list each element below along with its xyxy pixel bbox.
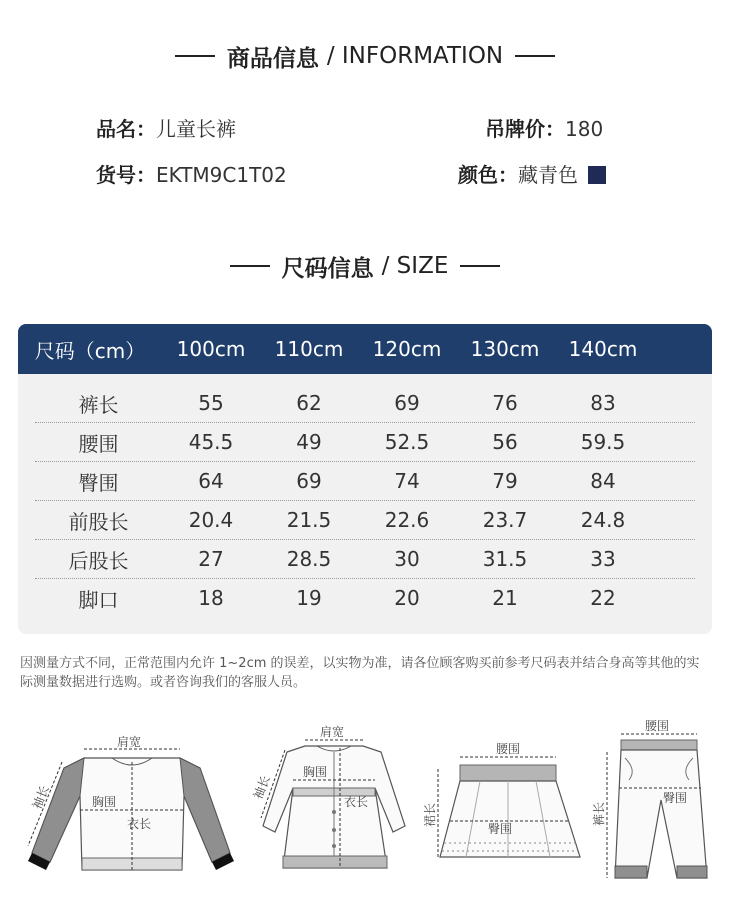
table-cell: 18 bbox=[198, 586, 224, 610]
table-cell: 76 bbox=[492, 391, 518, 415]
size-table bbox=[18, 324, 712, 634]
table-cell: 79 bbox=[492, 469, 518, 493]
table-cell: 69 bbox=[296, 469, 322, 493]
table-cell: 62 bbox=[296, 391, 322, 415]
table-row bbox=[35, 462, 695, 501]
table-cell: 21.5 bbox=[286, 508, 332, 532]
row-label: 腰围 bbox=[78, 431, 119, 456]
table-cell: 20 bbox=[394, 586, 420, 610]
information-title-cn: 商品信息 bbox=[226, 45, 319, 72]
title-right-rule bbox=[460, 265, 500, 267]
table-cell: 22 bbox=[590, 586, 616, 610]
pants-hip-label: 臀围 bbox=[663, 791, 688, 805]
size-title-en: / SIZE bbox=[381, 253, 449, 279]
table-cell: 27 bbox=[198, 547, 224, 571]
row-label: 裤长 bbox=[78, 392, 119, 417]
table-cell: 55 bbox=[198, 391, 224, 415]
table-cell: 31.5 bbox=[482, 547, 528, 571]
sweater-sleeve-label: 袖长 bbox=[29, 783, 52, 812]
measurement-note: 因测量方式不同，正常范围内允许 1~2cm 的误差，以实物为准，请各位顾客购买前参考尺码表并结合身高等其他的实际测量数据进行选购。或者咨询我们的客服人员。 bbox=[20, 656, 700, 690]
table-cell: 23.7 bbox=[482, 508, 528, 532]
table-cell: 24.8 bbox=[580, 508, 626, 532]
table-row bbox=[35, 540, 695, 579]
product-price-label: 吊牌价： bbox=[485, 117, 565, 141]
size-title-cn: 尺码信息 bbox=[281, 255, 374, 282]
size-title bbox=[0, 250, 730, 282]
header-cell: 100cm bbox=[176, 337, 246, 361]
row-label: 后股长 bbox=[68, 548, 129, 573]
dress-length-label: 衣长 bbox=[344, 795, 369, 809]
table-cell: 33 bbox=[590, 547, 616, 571]
table-cell: 21 bbox=[492, 586, 518, 610]
product-sku-label: 货号： bbox=[96, 163, 156, 187]
table-cell: 22.6 bbox=[384, 508, 430, 532]
row-label: 臀围 bbox=[78, 470, 119, 495]
product-name-value: 儿童长裤 bbox=[156, 117, 236, 141]
dress-measure-diagram bbox=[247, 722, 417, 880]
table-cell: 56 bbox=[492, 430, 518, 454]
table-cell: 45.5 bbox=[188, 430, 234, 454]
table-row bbox=[35, 423, 695, 462]
table-cell: 20.4 bbox=[188, 508, 234, 532]
dress-sleeve-label: 袖长 bbox=[250, 773, 273, 802]
skirt-hip-label: 臀围 bbox=[488, 822, 513, 836]
header-cell: 110cm bbox=[274, 337, 344, 361]
table-cell: 30 bbox=[394, 547, 420, 571]
size-table-header bbox=[18, 324, 712, 374]
table-cell: 69 bbox=[394, 391, 420, 415]
product-color-value: 藏青色 bbox=[518, 163, 578, 187]
product-price-value: 180 bbox=[565, 117, 604, 141]
sweater-measure-diagram bbox=[22, 728, 242, 878]
header-cell: 尺码（cm） bbox=[34, 338, 146, 363]
size-table-body bbox=[18, 374, 712, 617]
product-sku-row bbox=[96, 159, 287, 188]
header-cell: 130cm bbox=[470, 337, 540, 361]
table-cell: 83 bbox=[590, 391, 616, 415]
product-color-label: 颜色： bbox=[458, 163, 518, 187]
dress-chest-label: 胸围 bbox=[303, 765, 328, 779]
skirt-length-label: 裙长 bbox=[423, 802, 437, 827]
title-left-rule bbox=[175, 55, 215, 57]
row-label: 前股长 bbox=[68, 509, 129, 534]
color-swatch bbox=[588, 166, 606, 184]
table-cell: 64 bbox=[198, 469, 224, 493]
pants-waist-label: 腰围 bbox=[645, 719, 670, 733]
product-name-row bbox=[96, 113, 236, 142]
skirt-measure-diagram bbox=[420, 735, 585, 875]
table-cell: 52.5 bbox=[384, 430, 430, 454]
product-name-label: 品名： bbox=[96, 117, 156, 141]
title-left-rule bbox=[230, 265, 270, 267]
table-row bbox=[35, 384, 695, 423]
product-price-row bbox=[485, 113, 603, 142]
table-row bbox=[35, 501, 695, 540]
header-cell: 120cm bbox=[372, 337, 442, 361]
skirt-waist-label: 腰围 bbox=[496, 742, 521, 756]
table-cell: 49 bbox=[296, 430, 322, 454]
table-cell: 84 bbox=[590, 469, 616, 493]
table-cell: 19 bbox=[296, 586, 322, 610]
pants-measure-diagram bbox=[585, 718, 715, 888]
table-cell: 59.5 bbox=[580, 430, 626, 454]
dress-shoulder-label: 肩宽 bbox=[320, 725, 345, 739]
product-color-row bbox=[458, 159, 606, 188]
table-row bbox=[35, 579, 695, 617]
sweater-length-label: 衣长 bbox=[127, 817, 152, 831]
sweater-chest-label: 胸围 bbox=[92, 795, 117, 809]
table-cell: 28.5 bbox=[286, 547, 332, 571]
row-label: 脚口 bbox=[78, 587, 119, 612]
product-sku-value: EKTM9C1T02 bbox=[156, 163, 287, 187]
title-right-rule bbox=[515, 55, 555, 57]
information-title-en: / INFORMATION bbox=[326, 43, 504, 69]
header-cell: 140cm bbox=[568, 337, 638, 361]
sweater-shoulder-label: 肩宽 bbox=[117, 735, 142, 749]
pants-length-label: 裤长 bbox=[592, 801, 606, 826]
table-cell: 74 bbox=[394, 469, 420, 493]
information-title bbox=[0, 40, 730, 72]
